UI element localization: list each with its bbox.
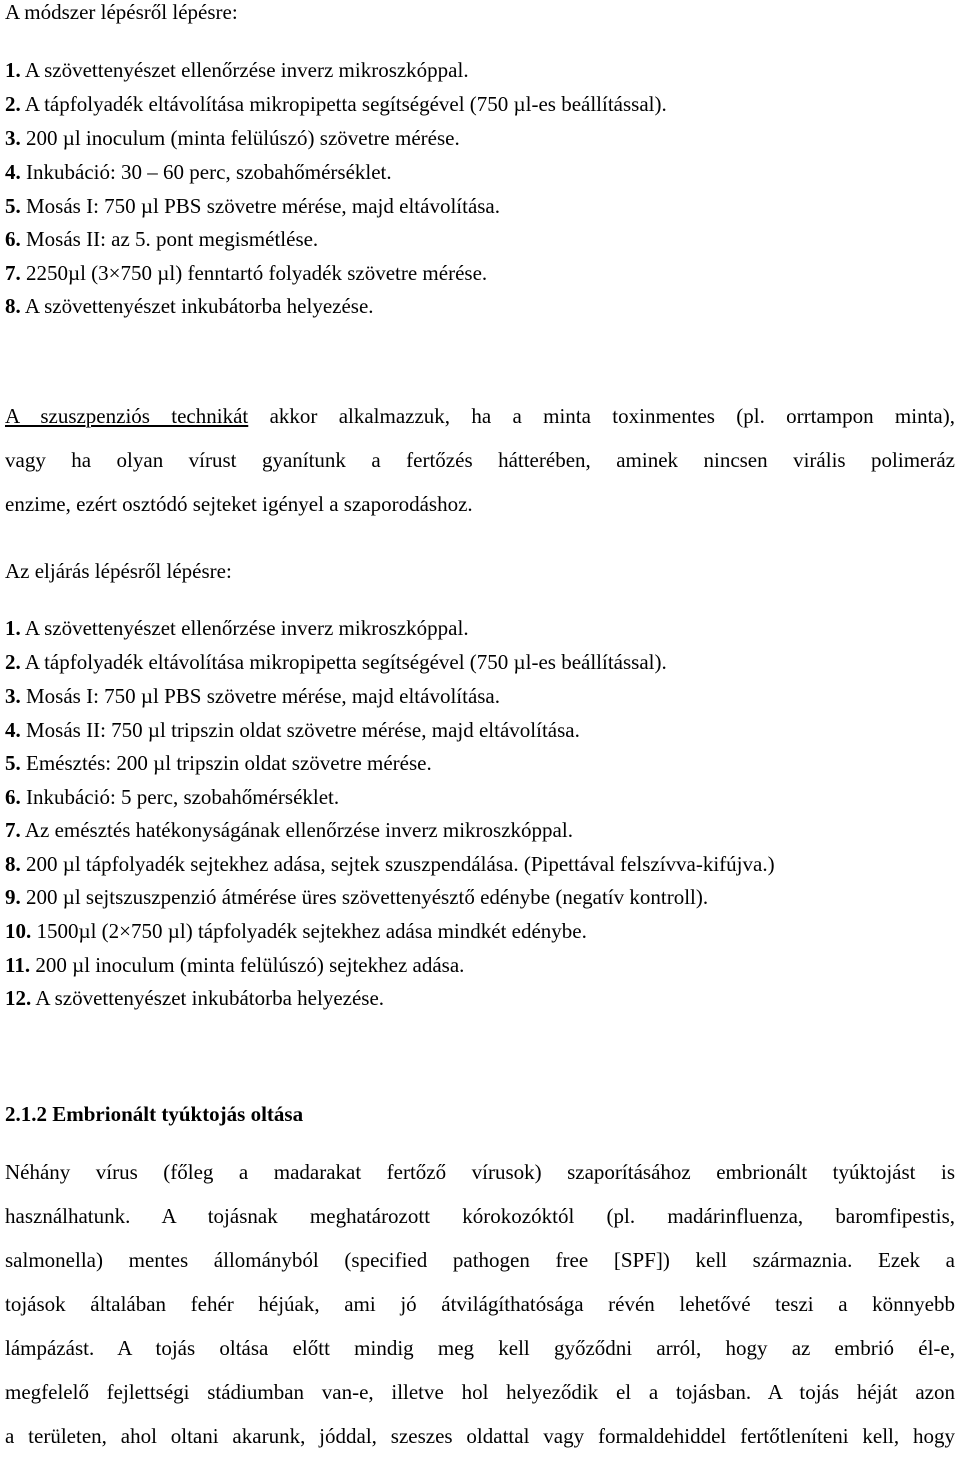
section1-intro: A módszer lépésről lépésre:: [5, 0, 238, 24]
step-text: Inkubáció: 30 – 60 perc, szobahőmérséklet.: [20, 160, 392, 184]
step-number: 8.: [5, 852, 21, 876]
section1-step: [5, 58, 469, 82]
step-text: Mosás II: 750 µl tripszin oldat szövetre mérése, majd eltávolítása.: [20, 718, 580, 742]
step-number: 4.: [5, 718, 21, 742]
step-text: A szövettenyészet inkubátorba helyezése.: [31, 986, 385, 1010]
step-number: 3.: [5, 126, 21, 150]
step-number: 9.: [5, 885, 21, 909]
section2-step: [5, 785, 339, 809]
paragraph-line: használhatunk. A tojásnak meghatározott kórokozóktól (pl. madárinfluenza, baromfipestis,: [5, 1204, 955, 1228]
step-number: 4.: [5, 160, 21, 184]
step-text: A szövettenyészet inkubátorba helyezése.: [20, 294, 374, 318]
step-text: 2250µl (3×750 µl) fenntartó folyadék szövetre mérése.: [20, 261, 488, 285]
section2-step: [5, 616, 469, 640]
step-number: 2.: [5, 92, 21, 116]
paragraph-line: A szuszpenziós technikát akkor alkalmazzuk, ha a minta toxinmentes (pl. orrtampon minta),: [5, 404, 955, 428]
step-text: Mosás I: 750 µl PBS szövetre mérése, majd eltávolítása.: [20, 684, 501, 708]
section2-step: [5, 986, 384, 1010]
step-number: 1.: [5, 58, 21, 82]
step-number: 12.: [5, 986, 32, 1010]
paragraph-suspension: [5, 394, 955, 526]
section2-step: [5, 953, 464, 977]
paragraph-line: vagy ha olyan vírust gyanítunk a fertőzés hátterében, aminek nincsen virális polimeráz: [5, 448, 955, 472]
underlined-term: A szuszpenziós technikát: [5, 404, 249, 428]
step-number: 6.: [5, 227, 21, 251]
section2-step: [5, 852, 775, 876]
step-text: Mosás I: 750 µl PBS szövetre mérése, majd eltávolítása.: [20, 194, 501, 218]
paragraph-line: salmonella) mentes állományból (specified pathogen free [SPF]) kell származnia. Ezek a: [5, 1248, 955, 1272]
step-text: 1500µl (2×750 µl) tápfolyadék sejtekhez adása mindkét edénybe.: [31, 919, 587, 943]
step-number: 5.: [5, 751, 21, 775]
section2-intro: Az eljárás lépésről lépésre:: [5, 559, 232, 583]
section1-step: [5, 92, 667, 116]
step-text: A szövettenyészet ellenőrzése inverz mikroszkóppal.: [20, 58, 469, 82]
step-text: 200 µl inoculum (minta felülúszó) sejtekhez adása.: [30, 953, 465, 977]
step-number: 10.: [5, 919, 32, 943]
step-number: 3.: [5, 684, 21, 708]
step-text: Mosás II: az 5. pont megismétlése.: [20, 227, 319, 251]
paragraph-line: tojások általában fehér héjúak, ami jó átvilágíthatósága révén lehetővé teszi a könnyebb: [5, 1292, 955, 1316]
step-number: 1.: [5, 616, 21, 640]
step-number: 2.: [5, 650, 21, 674]
step-text: A szövettenyészet ellenőrzése inverz mikroszkóppal.: [20, 616, 469, 640]
paragraph-line: megfelelő fejlettségi stádiumban van-e, illetve hol helyeződik el a tojásban. A tojás héját azon: [5, 1380, 955, 1404]
step-number: 5.: [5, 194, 21, 218]
step-text: Emésztés: 200 µl tripszin oldat szövetre mérése.: [20, 751, 432, 775]
step-text: A tápfolyadék eltávolítása mikropipetta segítségével (750 µl-es beállítással).: [20, 650, 667, 674]
paragraph-line: Néhány vírus (főleg a madarakat fertőző vírusok) szaporításához embrionált tyúktojást is: [5, 1160, 955, 1184]
section2-step: [5, 885, 708, 909]
step-number: 7.: [5, 261, 21, 285]
step-text: Az emésztés hatékonyságának ellenőrzése inverz mikroszkóppal.: [20, 818, 573, 842]
section1-step: [5, 227, 318, 251]
section1-step: [5, 160, 392, 184]
step-text: 200 µl tápfolyadék sejtekhez adása, sejtek szuszpendálása. (Pipettával felszívva-kifújva.): [20, 852, 775, 876]
step-text: A tápfolyadék eltávolítása mikropipetta segítségével (750 µl-es beállítással).: [20, 92, 667, 116]
step-number: 11.: [5, 953, 31, 977]
paragraph-line: a területen, ahol oltani akarunk, jóddal, szeszes oldattal vagy formaldehiddel fertőtleníteni kell, hogy: [5, 1424, 955, 1448]
step-text: 200 µl inoculum (minta felülúszó) szövetre mérése.: [20, 126, 460, 150]
section2-step: [5, 919, 587, 943]
step-number: 7.: [5, 818, 21, 842]
paragraph-egg: [5, 1150, 955, 1458]
section2-step: [5, 718, 580, 742]
section1-step: [5, 294, 374, 318]
section1-step: [5, 194, 500, 218]
paragraph-line: lámpázást. A tojás oltása előtt mindig meg kell győződni arról, hogy az embrió él-e,: [5, 1336, 955, 1360]
step-text: 200 µl sejtszuszpenzió átmérése üres szövettenyésztő edénybe (negatív kontroll).: [20, 885, 709, 909]
section1-step: [5, 261, 487, 285]
section2-step: [5, 684, 500, 708]
step-number: 6.: [5, 785, 21, 809]
section-heading: 2.1.2 Embrionált tyúktojás oltása: [5, 1102, 304, 1126]
step-number: 8.: [5, 294, 21, 318]
section2-step: [5, 818, 573, 842]
section2-step: [5, 650, 667, 674]
section2-step: [5, 751, 432, 775]
section1-step: [5, 126, 460, 150]
paragraph-line: enzime, ezért osztódó sejteket igényel a szaporodáshoz.: [5, 492, 473, 516]
step-text: Inkubáció: 5 perc, szobahőmérséklet.: [20, 785, 340, 809]
